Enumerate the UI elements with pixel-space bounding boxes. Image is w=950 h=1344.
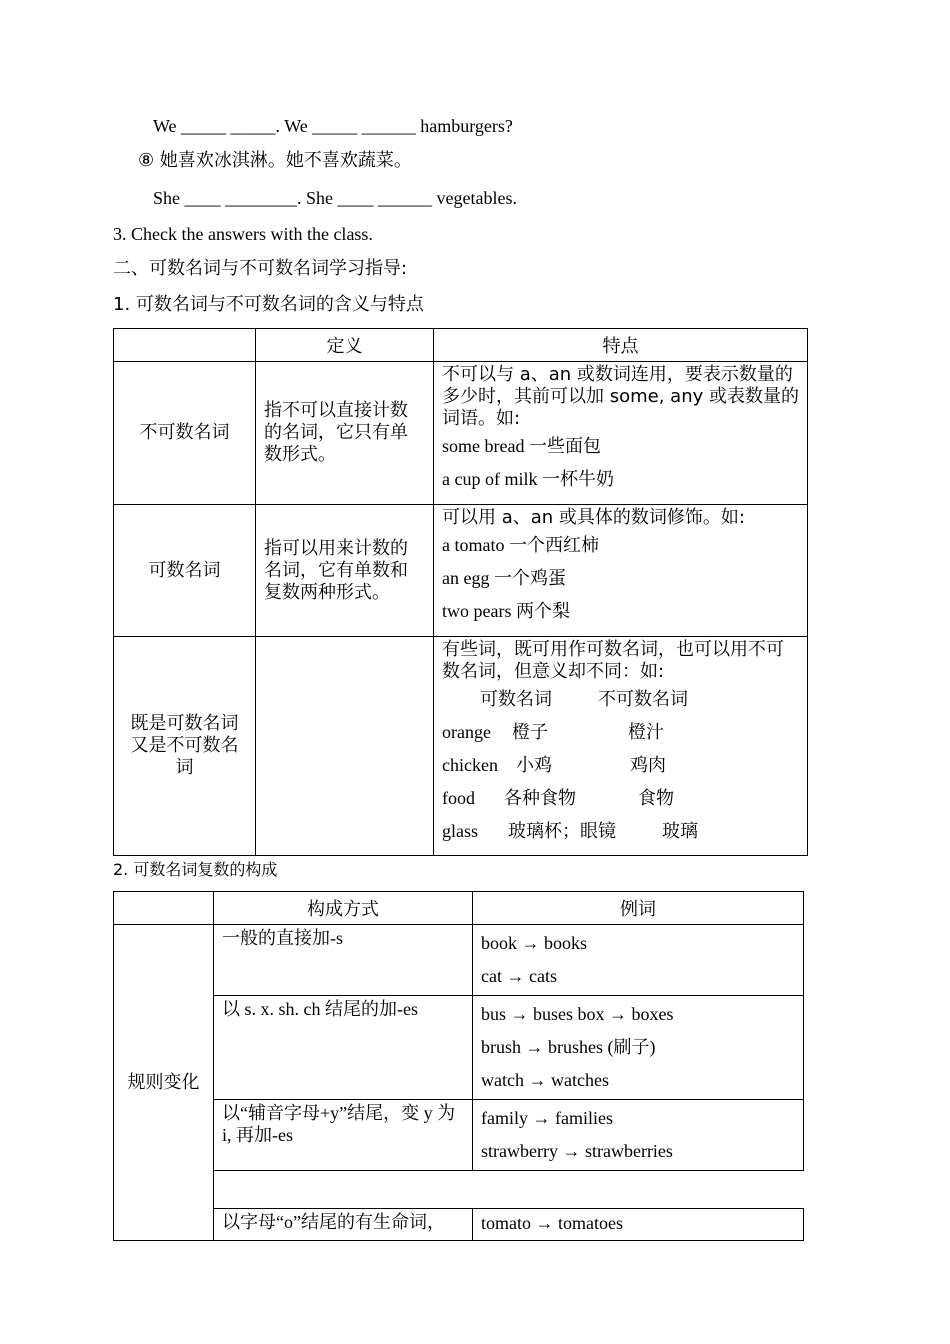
table2-header-examples: 例词 xyxy=(473,892,804,925)
feature-both xyxy=(434,637,808,856)
row-label-uncountable: 不可数名词 xyxy=(114,362,256,505)
way-add-es: 以 s. x. sh. ch 结尾的加-es xyxy=(214,996,473,1100)
noun-types-table xyxy=(113,328,808,856)
feature-uncountable xyxy=(434,362,808,505)
table2-header-way: 构成方式 xyxy=(214,892,473,925)
feature-countable xyxy=(434,505,808,637)
row-label-countable: 可数名词 xyxy=(114,505,256,637)
definition-uncountable: 指不可以直接计数的名词，它只有单数形式。 xyxy=(256,362,434,505)
table1-header-feature: 特点 xyxy=(434,329,808,362)
group-label-regular: 规则变化 xyxy=(114,925,214,1241)
table-page-break-gap xyxy=(214,1171,804,1209)
definition-both xyxy=(256,637,434,856)
both-row-chicken: chicken 小鸡 鸡肉 xyxy=(442,755,666,776)
subsection-1-heading: 1. 可数名词与不可数名词的含义与特点 xyxy=(113,294,424,315)
example-item: family → families xyxy=(481,1108,613,1128)
example-item: a tomato 一个西红柿 xyxy=(442,535,599,555)
example-item: bus → buses box → boxes xyxy=(481,1004,674,1024)
feature-text: 可以用 a、an 或具体的数词修饰。如: xyxy=(442,507,745,528)
row-label-both: 既是可数名词又是不可数名词 xyxy=(114,637,256,856)
example-item: cat → cats xyxy=(481,966,557,986)
example-item: an egg 一个鸡蛋 xyxy=(442,568,566,588)
way-y-to-ies: 以“辅音字母+y”结尾，变 y 为 i, 再加-es xyxy=(214,1100,473,1171)
exercise-item-8-line: She ____ ________. She ____ ______ vegetables. xyxy=(153,188,517,208)
example-item: a cup of milk 一杯牛奶 xyxy=(442,469,614,489)
example-item: brush → brushes (刷子) xyxy=(481,1037,656,1057)
example-item: book → books xyxy=(481,933,588,953)
both-row-glass: glass 玻璃杯；眼镜 玻璃 xyxy=(442,821,698,842)
way-add-s: 一般的直接加-s xyxy=(214,925,473,996)
exercise-line-1: We _____ _____. We _____ ______ hamburgers? xyxy=(153,116,513,136)
feature-text: 有些词，既可用作可数名词，也可以用不可数名词，但意义却不同：如: xyxy=(442,639,784,682)
table1-header-definition: 定义 xyxy=(256,329,434,362)
table2-header-blank xyxy=(114,892,214,925)
example-item: strawberry → strawberries xyxy=(481,1141,673,1161)
section-2-heading: 二、可数名词与不可数名词学习指导: xyxy=(113,258,408,279)
exercise-item-8-prompt: ⑧ 她喜欢冰淇淋。她不喜欢蔬菜。 xyxy=(138,150,412,171)
example-item: tomato → tomatoes xyxy=(481,1213,623,1233)
examples-add-es xyxy=(473,996,804,1100)
both-row-orange: orange 橙子 橙汁 xyxy=(442,722,664,743)
examples-add-s xyxy=(473,925,804,996)
plural-formation-table xyxy=(113,891,804,1241)
step-3-text: 3. Check the answers with the class. xyxy=(113,224,373,244)
both-header-countable: 可数名词 xyxy=(480,689,552,710)
examples-o-add-es xyxy=(473,1209,804,1241)
both-header-uncountable: 不可数名词 xyxy=(598,689,688,710)
example-item: watch → watches xyxy=(481,1070,609,1090)
table1-header-blank xyxy=(114,329,256,362)
feature-text: 不可以与 a、an 或数词连用，要表示数量的多少时，其前可以加 some, any 或表数量的词语。如: xyxy=(442,364,799,429)
subsection-2-heading: 2. 可数名词复数的构成 xyxy=(113,860,278,879)
example-item: some bread 一些面包 xyxy=(442,436,601,456)
definition-countable: 指可以用来计数的名词，它有单数和复数两种形式。 xyxy=(256,505,434,637)
both-row-food: food 各种食物 食物 xyxy=(442,788,674,809)
both-header-row xyxy=(442,683,799,716)
example-item: two pears 两个梨 xyxy=(442,601,570,621)
way-o-add-es: 以字母“o”结尾的有生命词， xyxy=(214,1209,473,1241)
examples-y-to-ies xyxy=(473,1100,804,1171)
